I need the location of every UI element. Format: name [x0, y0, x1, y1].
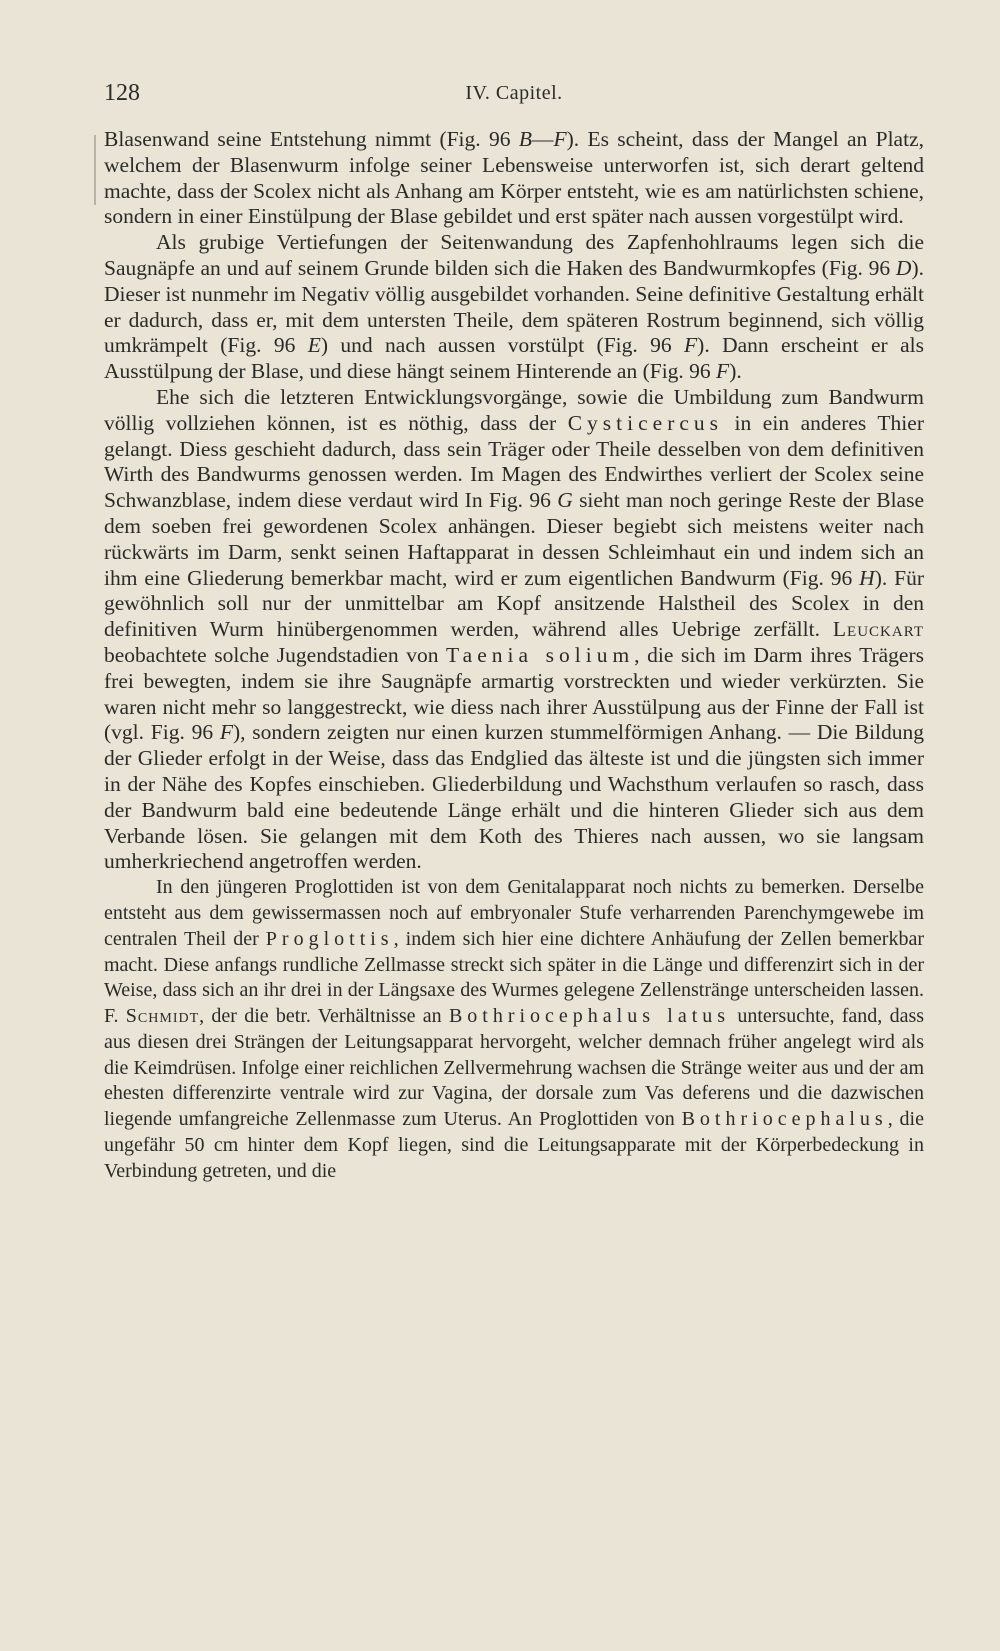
- spaced-term: Bothriocephalus: [681, 1108, 888, 1131]
- page-number: 128: [104, 80, 140, 106]
- author-name: Schmidt: [125, 1005, 200, 1028]
- spaced-term: Cysticercus: [567, 410, 724, 435]
- running-head: IV. Capitel.: [465, 82, 563, 104]
- margin-line: [94, 135, 96, 205]
- paragraph-2: Als grubige Vertiefungen der Seitenwandung des Zapfenhohlraums legen sich die Saugnäpfe an und auf seinem Grunde bilden sich die Haken des Bandwurmkopfes (Fig. 96 D). Dieser ist nunmehr im Negativ völlig ausgebildet vorhanden. Seine definitive Gestaltung erhält er dadurch, dass er, mit dem untersten Theile, dem späteren Rostrum beginnend, sich völlig umkrämpelt (Fig. 96 E) und nach aussen vorstülpt (Fig. 96 F). Dann erscheint er als Ausstülpung der Blase, und diese hängt seinem Hinterende an (Fig. 96 F).: [104, 230, 924, 384]
- spaced-term: Proglottis: [265, 927, 394, 950]
- spaced-term: Taenia solium: [446, 642, 635, 667]
- author-name: Leuckart: [832, 617, 924, 642]
- page-body: [104, 127, 924, 1185]
- spaced-term: Bothriocephalus latus: [448, 1005, 731, 1028]
- paragraph-1: Blasenwand seine Entstehung nimmt (Fig. 96 B—F). Es scheint, dass der Mangel an Platz, welchem der Blasenwurm infolge seiner Lebensweise unterworfen ist, sich derart geltend machte, dass der Scolex nicht als Anhang am Körper entsteht, wie es am natürlichsten schiene, sondern in einer Einstülpung der Blase gebildet und erst später nach aussen vorgestülpt wird.: [104, 127, 924, 229]
- page-header: [104, 80, 924, 114]
- paragraph-4: In den jüngeren Proglottiden ist von dem Genitalapparat noch nichts zu bemerken. Derselbe entsteht aus dem gewissermassen noch auf embryonaler Stufe verharrenden Parenchymgewebe im centralen Theil der Proglottis, indem sich hier eine dichtere Anhäufung der Zellen bemerkbar macht. Diese anfangs rundliche Zellmasse streckt sich später in die Länge und differenzirt sich in der Weise, dass sich an ihr drei in der Längsaxe des Wurmes gelegene Zellenstränge unterscheiden lassen. F. Schmidt, der die betr. Verhältnisse an Bothriocephalus latus untersuchte, fand, dass aus diesen drei Strängen der Leitungsapparat hervorgeht, welcher demnach früher angelegt wird als die Keimdrüsen. Infolge einer reichlichen Zellvermehrung wachsen die Stränge weiter aus und der am ehesten differenzirte ventrale wird zur Vagina, der dorsale zum Vas deferens und die dazwischen liegende umfangreiche Zellenmasse zum Uterus. An Proglottiden von Bothriocephalus, die ungefähr 50 cm hinter dem Kopf liegen, sind die Leitungsapparate mit der Körperbedeckung in Verbindung getreten, und die: [104, 876, 925, 1182]
- paragraph-3: Ehe sich die letzteren Entwicklungsvorgänge, sowie die Umbildung zum Bandwurm völlig vollziehen können, ist es nöthig, dass der Cysticercus in ein anderes Thier gelangt. Diess geschieht dadurch, dass sein Träger oder Theile desselben von dem definitiven Wirth des Bandwurms genossen werden. Im Magen des Endwirthes verliert der Scolex seine Schwanzblase, indem diese verdaut wird In Fig. 96 G sieht man noch geringe Reste der Blase dem soeben frei gewordenen Scolex anhängen. Dieser begiebt sich meistens weiter nach rückwärts im Darm, senkt seinen Haftapparat in dessen Schleimhaut ein und indem sich an ihm eine Gliederung bemerkbar macht, wird er zum eigentlichen Bandwurm (Fig. 96 H). Für gewöhnlich soll nur der unmittelbar am Kopf ansitzende Halstheil des Scolex in den definitiven Wurm hinübergenommen werden, während alles Uebrige zerfällt. Leuckart beobachtete solche Jugendstadien von Taenia solium, die sich im Darm ihres Trägers frei bewegten, indem sie ihre Saugnäpfe armartig vorstreckten und wieder verkürzten. Sie waren nicht mehr so langgestreckt, wie diess nach ihrer Ausstülpung aus der Finne der Fall ist (vgl. Fig. 96 F), sondern zeigten nur einen kurzen stummelförmigen Anhang. — Die Bildung der Glieder erfolgt in der Weise, dass das Endglied das älteste ist und die jüngsten sich immer in der Nähe des Kopfes einschieben. Gliederbildung und Wachsthum verlaufen so rasch, dass der Bandwurm bald eine bedeutende Länge erhält und die hinteren Glieder sich aus dem Verbande lösen. Sie gelangen mit dem Koth des Thieres nach aussen, wo sie langsam umherkriechend angetroffen werden.: [104, 384, 925, 874]
